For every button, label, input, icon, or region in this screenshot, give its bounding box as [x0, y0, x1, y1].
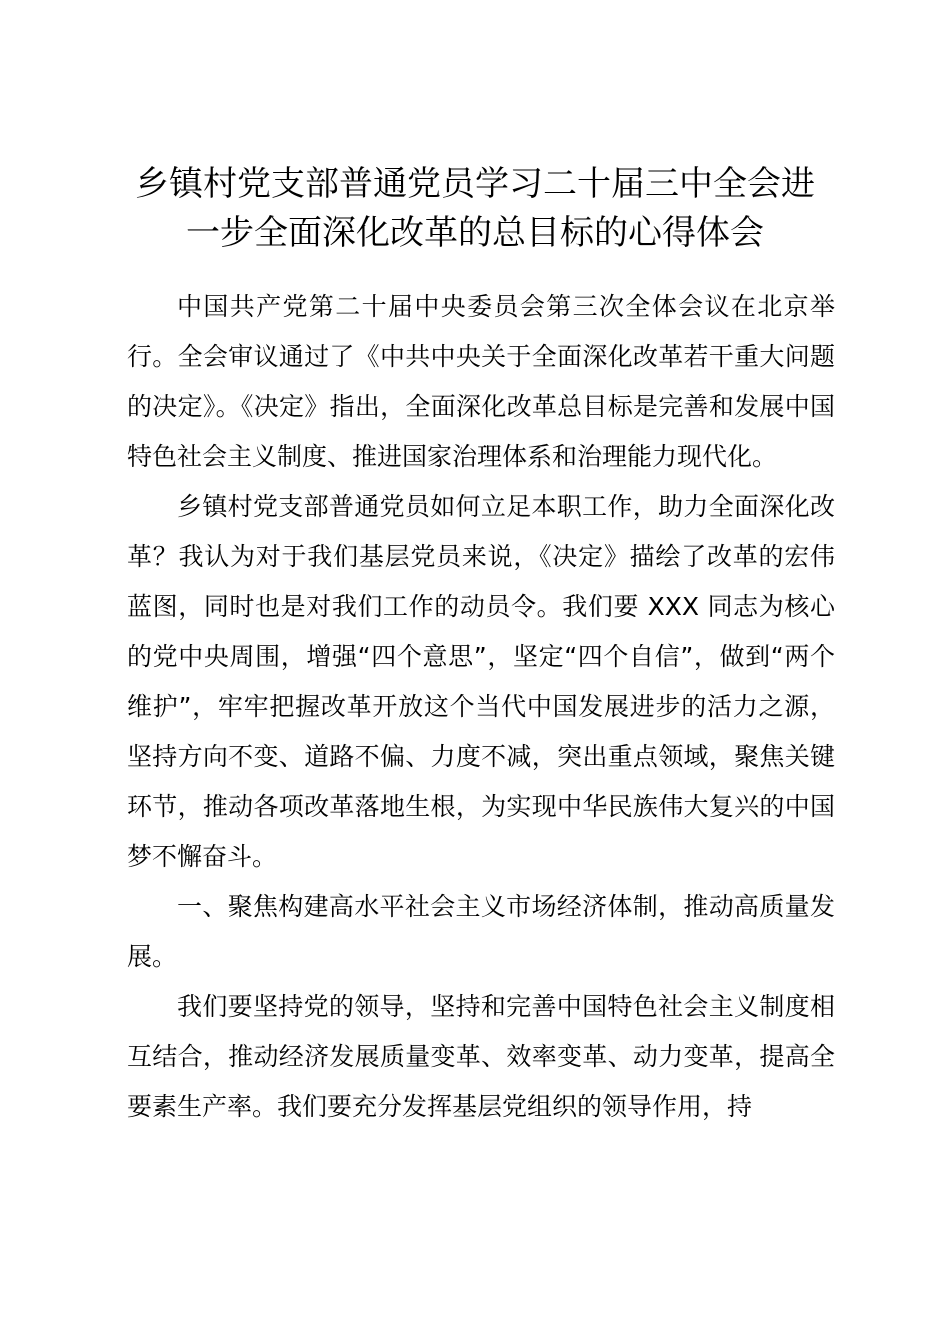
paragraph-grassroots: 乡镇村党支部普通党员如何立足本职工作，助力全面深化改革？我认为对于我们基层党员来说，《决定》描绘了改革的宏伟蓝图，同时也是对我们工作的动员令。我们要 XXX 同志为核心的党中央周围，增强“四个意思”，坚定“四个自信”，做到“两个维护”，牢牢把握改革开放这个当代中国发展进步的活力之源，坚持方向不变、道路不偏、力度不减，突出重点领域，聚焦关键环节，推动各项改革落地生根，为实现中华民族伟大复兴的中国梦不懈奋斗。	[127, 492, 835, 871]
paragraph-intro: 中国共产党第二十届中央委员会第三次全体会议在北京举行。全会审议通过了《中共中央关于全面深化改革若干重大问题的决定》。《决定》指出，全面深化改革总目标是完善和发展中国特色社会主义制度、推进国家治理体系和治理能力现代化。	[127, 292, 835, 471]
title-line-2: 一步全面深化改革的总目标的心得体会	[186, 213, 764, 253]
paragraph-party-leadership: 我们要坚持党的领导，坚持和完善中国特色社会主义制度相互结合，推动经济发展质量变革、效率变革、动力变革，提高全要素生产率。我们要充分发挥基层党组织的领导作用，持	[127, 992, 835, 1121]
document-title	[110, 160, 840, 258]
section-heading-1: 一、聚焦构建高水平社会主义市场经济体制，推动高质量发展。	[127, 892, 835, 971]
document-body	[127, 282, 835, 1132]
title-line-1: 乡镇村党支部普通党员学习二十届三中全会进	[135, 164, 815, 204]
